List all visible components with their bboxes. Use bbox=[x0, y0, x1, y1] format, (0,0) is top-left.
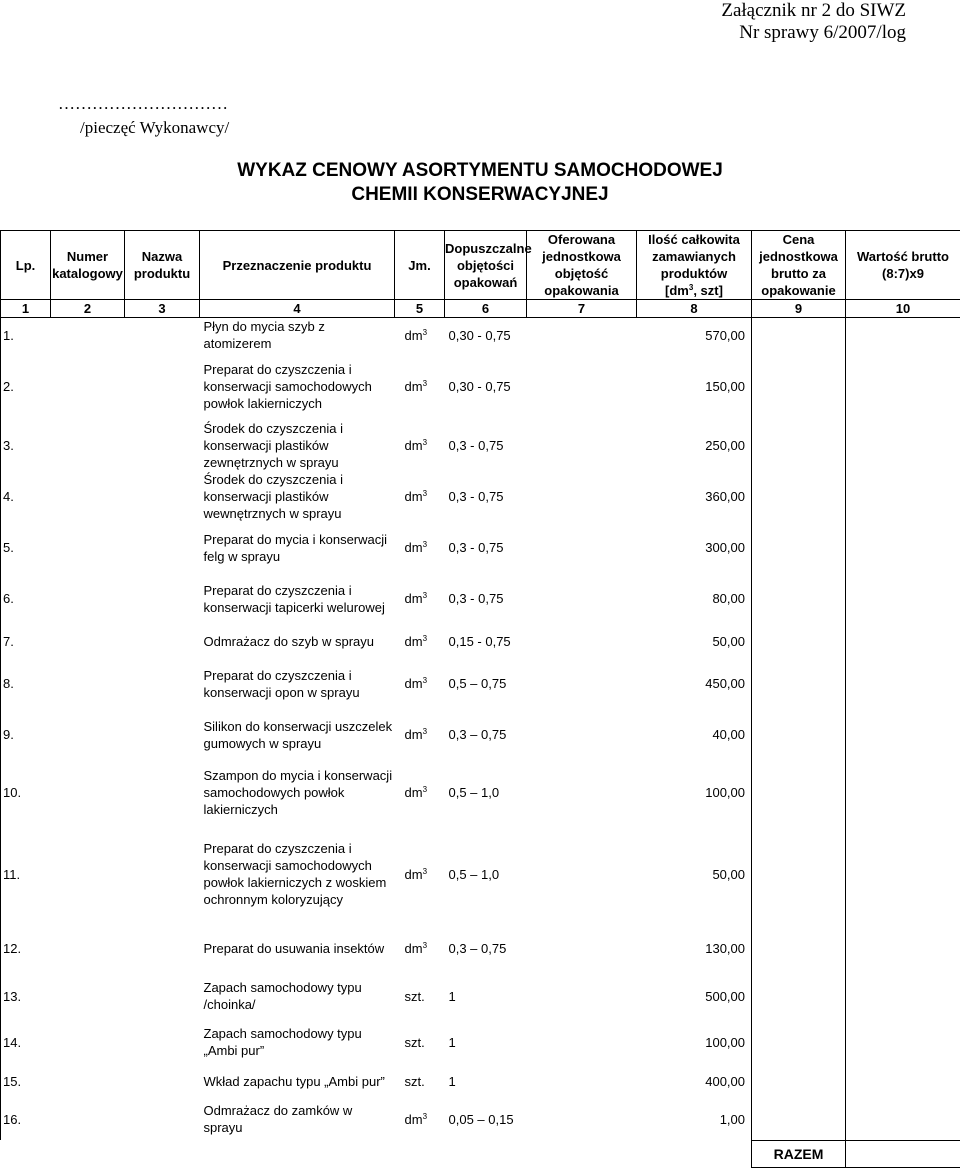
unit-text: dm bbox=[405, 379, 423, 394]
unit-price-cell bbox=[752, 824, 846, 924]
volume-cell: 0,3 - 0,75 bbox=[445, 522, 527, 573]
total-value-cell bbox=[846, 760, 960, 824]
product-name-cell bbox=[125, 824, 200, 924]
offered-volume-cell bbox=[527, 760, 637, 824]
col-total-value: Wartość brutto (8:7)x9 bbox=[846, 231, 960, 300]
row-number: 13. bbox=[1, 972, 51, 1020]
unit-cell bbox=[395, 318, 445, 353]
purpose-cell: Środek do czyszczenia i konserwacji plastików wewnętrznych w sprayu bbox=[200, 471, 395, 522]
offered-volume-cell bbox=[527, 420, 637, 471]
quantity-cell: 50,00 bbox=[637, 824, 752, 924]
unit-price-cell bbox=[752, 924, 846, 972]
unit-price-cell bbox=[752, 1098, 846, 1140]
unit-cell bbox=[395, 352, 445, 420]
col-number: 1 bbox=[1, 300, 51, 318]
document-title bbox=[0, 159, 960, 207]
unit-cell bbox=[395, 824, 445, 924]
quantity-cell: 130,00 bbox=[637, 924, 752, 972]
col-unit: Jm. bbox=[395, 231, 445, 300]
product-name-cell bbox=[125, 352, 200, 420]
purpose-cell: Wkład zapachu typu „Ambi pur” bbox=[200, 1064, 395, 1098]
unit-text: dm bbox=[405, 328, 423, 343]
unit-text: szt. bbox=[405, 989, 425, 1004]
unit-text: dm bbox=[405, 676, 423, 691]
col-number: 5 bbox=[395, 300, 445, 318]
unit-exponent: 3 bbox=[423, 591, 427, 600]
unit-cell bbox=[395, 420, 445, 471]
unit-price-cell bbox=[752, 709, 846, 760]
col-total-quantity-unit-tail: , szt] bbox=[693, 283, 723, 298]
unit-text: szt. bbox=[405, 1074, 425, 1089]
unit-text: dm bbox=[405, 785, 423, 800]
offered-volume-cell bbox=[527, 1098, 637, 1140]
price-table bbox=[0, 230, 960, 1168]
volume-cell: 0,5 – 1,0 bbox=[445, 760, 527, 824]
purpose-cell: Preparat do usuwania insektów bbox=[200, 924, 395, 972]
total-value-cell bbox=[846, 972, 960, 1020]
offered-volume-cell bbox=[527, 352, 637, 420]
total-value-cell bbox=[846, 573, 960, 624]
unit-text: dm bbox=[405, 540, 423, 555]
col-product-name: Nazwa produktu bbox=[125, 231, 200, 300]
quantity-cell: 80,00 bbox=[637, 573, 752, 624]
unit-text: dm bbox=[405, 867, 423, 882]
header-row bbox=[1, 231, 960, 300]
col-total-quantity-unit: [dm bbox=[665, 283, 689, 298]
catalog-number-cell bbox=[51, 522, 125, 573]
title-line-1: WYKAZ CENOWY ASORTYMENTU SAMOCHODOWEJ bbox=[0, 159, 960, 183]
volume-cell: 0,30 - 0,75 bbox=[445, 318, 527, 353]
col-catalog-number: Numer katalogowy bbox=[51, 231, 125, 300]
unit-exponent: 3 bbox=[423, 540, 427, 549]
row-number: 14. bbox=[1, 1020, 51, 1064]
contractor-stamp bbox=[58, 92, 229, 140]
quantity-cell: 500,00 bbox=[637, 972, 752, 1020]
col-number: 9 bbox=[752, 300, 846, 318]
offered-volume-cell bbox=[527, 658, 637, 709]
purpose-cell: Środek do czyszczenia i konserwacji plastików zewnętrznych w sprayu bbox=[200, 420, 395, 471]
column-number-row bbox=[1, 300, 960, 318]
row-number: 7. bbox=[1, 624, 51, 658]
catalog-number-cell bbox=[51, 318, 125, 353]
purpose-cell: Szampon do mycia i konserwacji samochodowych powłok lakierniczych bbox=[200, 760, 395, 824]
total-value-cell bbox=[846, 471, 960, 522]
total-value-cell bbox=[846, 522, 960, 573]
purpose-cell: Preparat do czyszczenia i konserwacji tapicerki welurowej bbox=[200, 573, 395, 624]
unit-price-cell bbox=[752, 1064, 846, 1098]
quantity-cell: 360,00 bbox=[637, 471, 752, 522]
product-name-cell bbox=[125, 1020, 200, 1064]
col-number: 8 bbox=[637, 300, 752, 318]
product-name-cell bbox=[125, 573, 200, 624]
unit-cell bbox=[395, 972, 445, 1020]
unit-text: dm bbox=[405, 634, 423, 649]
table-row bbox=[1, 352, 960, 420]
col-purpose: Przeznaczenie produktu bbox=[200, 231, 395, 300]
volume-cell: 0,3 - 0,75 bbox=[445, 420, 527, 471]
unit-text: dm bbox=[405, 591, 423, 606]
unit-cell bbox=[395, 471, 445, 522]
unit-price-cell bbox=[752, 420, 846, 471]
total-value-cell bbox=[846, 1064, 960, 1098]
row-number: 11. bbox=[1, 824, 51, 924]
catalog-number-cell bbox=[51, 1098, 125, 1140]
unit-cell bbox=[395, 522, 445, 573]
volume-cell: 0,15 - 0,75 bbox=[445, 624, 527, 658]
col-number: 10 bbox=[846, 300, 960, 318]
unit-price-cell bbox=[752, 352, 846, 420]
quantity-cell: 1,00 bbox=[637, 1098, 752, 1140]
unit-exponent: 3 bbox=[423, 785, 427, 794]
product-name-cell bbox=[125, 760, 200, 824]
purpose-cell: Odmrażacz do szyb w sprayu bbox=[200, 624, 395, 658]
offered-volume-cell bbox=[527, 573, 637, 624]
row-number: 9. bbox=[1, 709, 51, 760]
row-number: 15. bbox=[1, 1064, 51, 1098]
row-number: 1. bbox=[1, 318, 51, 353]
unit-text: dm bbox=[405, 727, 423, 742]
product-name-cell bbox=[125, 624, 200, 658]
col-number: 6 bbox=[445, 300, 527, 318]
total-value-cell bbox=[846, 1140, 960, 1167]
catalog-number-cell bbox=[51, 1020, 125, 1064]
quantity-cell: 150,00 bbox=[637, 352, 752, 420]
catalog-number-cell bbox=[51, 352, 125, 420]
offered-volume-cell bbox=[527, 1020, 637, 1064]
unit-price-cell bbox=[752, 624, 846, 658]
product-name-cell bbox=[125, 1098, 200, 1140]
col-lp: Lp. bbox=[1, 231, 51, 300]
offered-volume-cell bbox=[527, 522, 637, 573]
table-row bbox=[1, 624, 960, 658]
col-number: 7 bbox=[527, 300, 637, 318]
volume-cell: 0,5 – 1,0 bbox=[445, 824, 527, 924]
col-number: 3 bbox=[125, 300, 200, 318]
table-row bbox=[1, 1064, 960, 1098]
total-value-cell bbox=[846, 318, 960, 353]
catalog-number-cell bbox=[51, 573, 125, 624]
unit-price-cell bbox=[752, 972, 846, 1020]
unit-exponent: 3 bbox=[423, 676, 427, 685]
total-value-cell bbox=[846, 624, 960, 658]
unit-cell bbox=[395, 658, 445, 709]
row-number: 4. bbox=[1, 471, 51, 522]
stamp-dots: ………………………… bbox=[58, 92, 229, 116]
document-header bbox=[721, 0, 906, 44]
total-value-cell bbox=[846, 924, 960, 972]
table-row bbox=[1, 709, 960, 760]
unit-text: dm bbox=[405, 1112, 423, 1127]
col-unit-price: Cena jednostkowa brutto za opakowanie bbox=[752, 231, 846, 300]
unit-text: szt. bbox=[405, 1035, 425, 1050]
table-row bbox=[1, 924, 960, 972]
volume-cell: 0,05 – 0,15 bbox=[445, 1098, 527, 1140]
unit-exponent: 3 bbox=[423, 328, 427, 337]
purpose-cell: Silikon do konserwacji uszczelek gumowych w sprayu bbox=[200, 709, 395, 760]
total-label: RAZEM bbox=[752, 1140, 846, 1167]
col-number: 4 bbox=[200, 300, 395, 318]
table-row bbox=[1, 522, 960, 573]
col-offered-volume: Oferowana jednostkowa objętość opakowania bbox=[527, 231, 637, 300]
table-row bbox=[1, 972, 960, 1020]
table-row bbox=[1, 573, 960, 624]
unit-cell bbox=[395, 624, 445, 658]
unit-price-cell bbox=[752, 573, 846, 624]
product-name-cell bbox=[125, 924, 200, 972]
quantity-cell: 570,00 bbox=[637, 318, 752, 353]
offered-volume-cell bbox=[527, 624, 637, 658]
unit-exponent: 3 bbox=[423, 438, 427, 447]
total-row bbox=[1, 1140, 960, 1167]
purpose-cell: Zapach samochodowy typu /choinka/ bbox=[200, 972, 395, 1020]
unit-text: dm bbox=[405, 438, 423, 453]
total-value-cell bbox=[846, 352, 960, 420]
purpose-cell: Zapach samochodowy typu „Ambi pur” bbox=[200, 1020, 395, 1064]
product-name-cell bbox=[125, 709, 200, 760]
unit-text: dm bbox=[405, 941, 423, 956]
unit-price-cell bbox=[752, 522, 846, 573]
product-name-cell bbox=[125, 318, 200, 353]
catalog-number-cell bbox=[51, 658, 125, 709]
unit-exponent: 3 bbox=[423, 489, 427, 498]
unit-exponent: 3 bbox=[423, 379, 427, 388]
row-number: 16. bbox=[1, 1098, 51, 1140]
unit-text: dm bbox=[405, 489, 423, 504]
volume-cell: 0,3 – 0,75 bbox=[445, 924, 527, 972]
volume-cell: 0,5 – 0,75 bbox=[445, 658, 527, 709]
unit-price-cell bbox=[752, 318, 846, 353]
table-row bbox=[1, 760, 960, 824]
offered-volume-cell bbox=[527, 709, 637, 760]
catalog-number-cell bbox=[51, 1064, 125, 1098]
purpose-cell: Płyn do mycia szyb z atomizerem bbox=[200, 318, 395, 353]
unit-exponent: 3 bbox=[423, 634, 427, 643]
attachment-label: Załącznik nr 2 do SIWZ bbox=[721, 0, 906, 22]
offered-volume-cell bbox=[527, 471, 637, 522]
volume-cell: 1 bbox=[445, 1020, 527, 1064]
quantity-cell: 400,00 bbox=[637, 1064, 752, 1098]
quantity-cell: 250,00 bbox=[637, 420, 752, 471]
volume-cell: 0,3 - 0,75 bbox=[445, 573, 527, 624]
table-row bbox=[1, 318, 960, 353]
catalog-number-cell bbox=[51, 824, 125, 924]
quantity-cell: 100,00 bbox=[637, 1020, 752, 1064]
row-number: 8. bbox=[1, 658, 51, 709]
total-row-spacer bbox=[1, 1140, 752, 1167]
total-value-cell bbox=[846, 420, 960, 471]
offered-volume-cell bbox=[527, 972, 637, 1020]
offered-volume-cell bbox=[527, 824, 637, 924]
unit-exponent: 3 bbox=[423, 941, 427, 950]
purpose-cell: Preparat do czyszczenia i konserwacji samochodowych powłok lakierniczych bbox=[200, 352, 395, 420]
col-allowed-volume: Dopuszczalne objętości opakowań bbox=[445, 231, 527, 300]
stamp-label: /pieczęć Wykonawcy/ bbox=[58, 116, 229, 140]
col-total-quantity: Ilość całkowita zamawianych produktów [$dm^3$, szt] bbox=[637, 231, 752, 300]
volume-cell: 1 bbox=[445, 972, 527, 1020]
table-row bbox=[1, 1098, 960, 1140]
quantity-cell: 300,00 bbox=[637, 522, 752, 573]
total-value-cell bbox=[846, 824, 960, 924]
unit-exponent: 3 bbox=[423, 1112, 427, 1121]
row-number: 12. bbox=[1, 924, 51, 972]
catalog-number-cell bbox=[51, 420, 125, 471]
unit-cell bbox=[395, 760, 445, 824]
unit-cell bbox=[395, 573, 445, 624]
quantity-cell: 450,00 bbox=[637, 658, 752, 709]
unit-price-cell bbox=[752, 471, 846, 522]
total-value-cell bbox=[846, 1020, 960, 1064]
product-name-cell bbox=[125, 420, 200, 471]
total-value-cell bbox=[846, 658, 960, 709]
product-name-cell bbox=[125, 658, 200, 709]
unit-price-cell bbox=[752, 658, 846, 709]
quantity-cell: 40,00 bbox=[637, 709, 752, 760]
unit-cell bbox=[395, 1020, 445, 1064]
catalog-number-cell bbox=[51, 471, 125, 522]
table-row bbox=[1, 824, 960, 924]
unit-cell bbox=[395, 1064, 445, 1098]
purpose-cell: Preparat do czyszczenia i konserwacji opon w sprayu bbox=[200, 658, 395, 709]
unit-cell bbox=[395, 709, 445, 760]
row-number: 3. bbox=[1, 420, 51, 471]
catalog-number-cell bbox=[51, 760, 125, 824]
row-number: 6. bbox=[1, 573, 51, 624]
purpose-cell: Odmrażacz do zamków w sprayu bbox=[200, 1098, 395, 1140]
row-number: 5. bbox=[1, 522, 51, 573]
case-number: Nr sprawy 6/2007/log bbox=[721, 22, 906, 44]
catalog-number-cell bbox=[51, 624, 125, 658]
unit-price-cell bbox=[752, 1020, 846, 1064]
col-total-quantity-text: Ilość całkowita zamawianych produktów bbox=[648, 232, 740, 281]
quantity-cell: 100,00 bbox=[637, 760, 752, 824]
volume-cell: 0,3 - 0,75 bbox=[445, 471, 527, 522]
total-value-cell bbox=[846, 1098, 960, 1140]
offered-volume-cell bbox=[527, 924, 637, 972]
purpose-cell: Preparat do czyszczenia i konserwacji samochodowych powłok lakierniczych z woskiem ochronnym koloryzujący bbox=[200, 824, 395, 924]
total-value-cell bbox=[846, 709, 960, 760]
quantity-cell: 50,00 bbox=[637, 624, 752, 658]
volume-cell: 0,3 – 0,75 bbox=[445, 709, 527, 760]
catalog-number-cell bbox=[51, 709, 125, 760]
row-number: 10. bbox=[1, 760, 51, 824]
table-row bbox=[1, 658, 960, 709]
product-name-cell bbox=[125, 471, 200, 522]
purpose-cell: Preparat do mycia i konserwacji felg w sprayu bbox=[200, 522, 395, 573]
row-number: 2. bbox=[1, 352, 51, 420]
unit-cell bbox=[395, 924, 445, 972]
title-line-2: CHEMII KONSERWACYJNEJ bbox=[0, 183, 960, 207]
volume-cell: 1 bbox=[445, 1064, 527, 1098]
product-name-cell bbox=[125, 522, 200, 573]
table-row bbox=[1, 420, 960, 471]
table-row bbox=[1, 1020, 960, 1064]
unit-exponent: 3 bbox=[423, 727, 427, 736]
unit-cell bbox=[395, 1098, 445, 1140]
offered-volume-cell bbox=[527, 1064, 637, 1098]
catalog-number-cell bbox=[51, 924, 125, 972]
col-number: 2 bbox=[51, 300, 125, 318]
unit-price-cell bbox=[752, 760, 846, 824]
catalog-number-cell bbox=[51, 972, 125, 1020]
product-name-cell bbox=[125, 972, 200, 1020]
unit-exponent: 3 bbox=[423, 867, 427, 876]
volume-cell: 0,30 - 0,75 bbox=[445, 352, 527, 420]
offered-volume-cell bbox=[527, 318, 637, 353]
table-row bbox=[1, 471, 960, 522]
product-name-cell bbox=[125, 1064, 200, 1098]
